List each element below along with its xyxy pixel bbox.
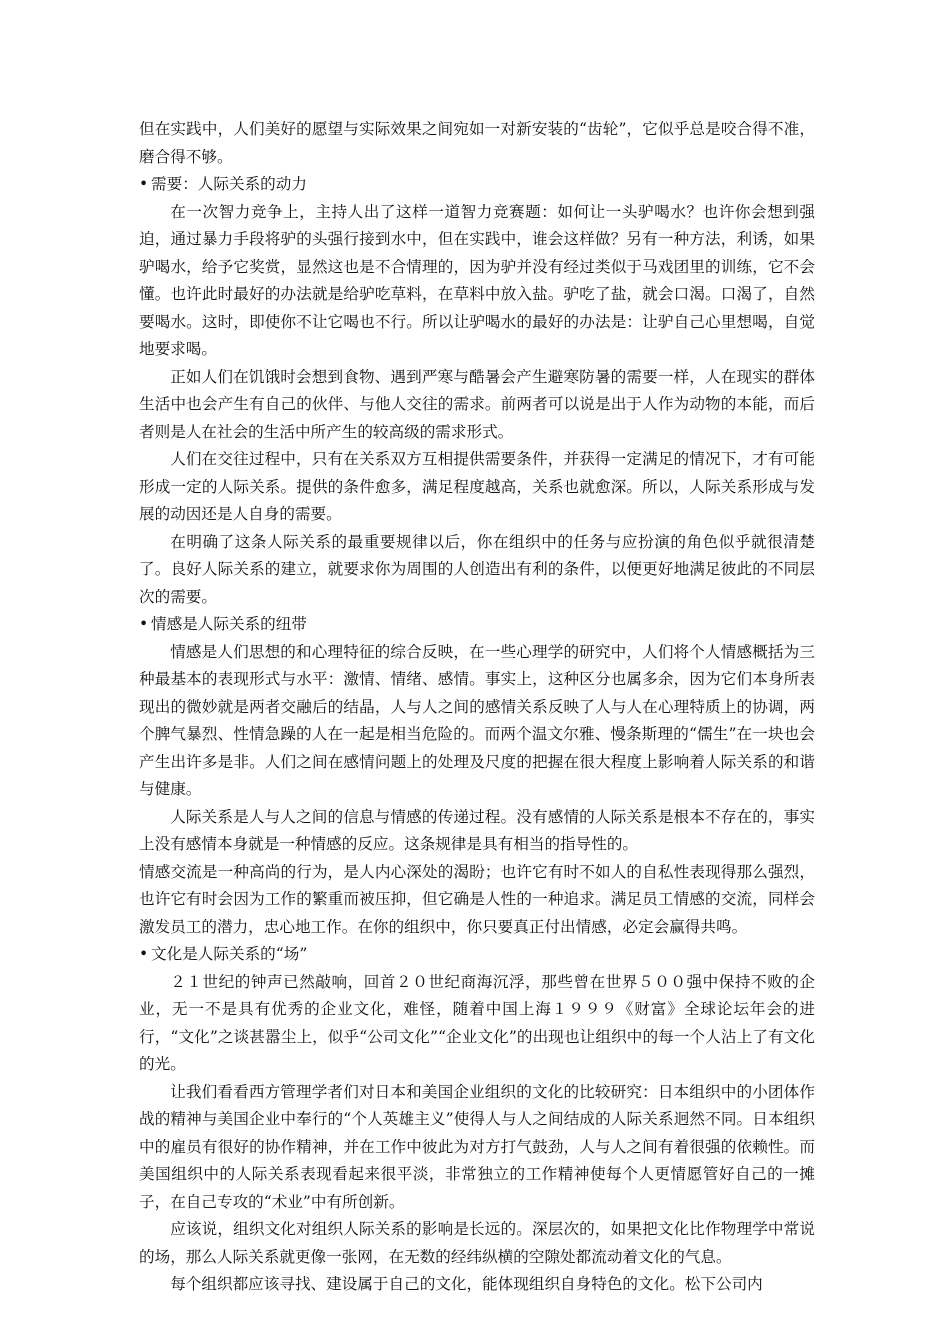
section-heading-needs <box>139 171 815 199</box>
paragraph-donkey: 在一次智力竞争上，主持人出了这样一道智力竞赛题：如何让一头驴喝水？也许你会想到强迫，通过暴力手段将驴的头强行接到水中，但在实践中，谁会这样做？另有一种方法，利诱，如果驴喝水，给予它奖赏，显然这也是不合情理的，因为驴并没有经过类似于马戏团里的训练，它不会懂。也许此时最好的办法就是给驴吃草料，在草料中放入盐。驴吃了盐，就会口渴。口渴了，自然要喝水。这时，即使你不让它喝也不行。所以让驴喝水的最好的办法是：让驴自己心里想喝，自觉地要求喝。 <box>139 202 815 358</box>
section-heading-text: 文化是人际关系的“场” <box>151 945 308 963</box>
paragraph-own-culture: 每个组织都应该寻找、建设属于自己的文化，能体现组织自身特色的文化。松下公司内 <box>170 1275 763 1293</box>
paragraph-exchange: 人们在交往过程中，只有在关系双方互相提供需要条件，并获得一定满足的情况下，才有可能形成一定的人际关系。提供的条件愈多，满足程度越高，关系也就愈深。所以，人际关系形成与发展的动因还是人自身的需要。 <box>139 450 815 523</box>
paragraph-culture-field: 应该说，组织文化对组织人际关系的影响是长远的。深层次的，如果把文化比作物理学中常说的场，那么人际关系就更像一张网，在无数的经纬纵横的空隙处都流动着文化的气息。 <box>139 1220 815 1266</box>
section-heading-text: 需要：人际关系的动力 <box>151 175 307 193</box>
section-heading-text: 情感是人际关系的纽带 <box>151 615 307 633</box>
paragraph-gears: 但在实践中，人们美好的愿望与实际效果之间宛如一对新安装的“齿轮”，它似乎总是咬合得不准，磨合得不够。 <box>139 120 815 166</box>
section-heading-emotion <box>139 611 815 639</box>
document-page <box>139 116 815 1299</box>
paragraph-century: ２１世纪的钟声已然敲响，回首２０世纪商海沉浮，那些曾在世界５００强中保持不败的企业，无一不是具有优秀的企业文化，难怪，随着中国上海１９９９《财富》全球论坛年会的进行，“文化”之谈甚嚣尘上，似乎“公司文化”“企业文化”的出现也让组织中的每一个人沾上了有文化的光。 <box>139 972 815 1073</box>
paragraph-emotion-forms: 情感是人们思想的和心理特征的综合反映，在一些心理学的研究中，人们将个人情感概括为三种最基本的表现形式与水平：激情、情绪、感情。事实上，这种区分也属多余，因为它们本身所表现出的微妙就是两者交融后的结晶，人与人之间的感情关系反映了人与人在心理特质上的协调，两个脾气暴烈、性情急躁的人在一起是相当危险的。而两个温文尔雅、慢条斯理的“儒生”在一块也会产生出许多是非。人们之间在感情问题上的处理及尺度的把握在很大程度上影响着人际关系的和谐与健康。 <box>139 642 815 798</box>
paragraph-emotion-exchange: 情感交流是一种高尚的行为，是人内心深处的渴盼；也许它有时不如人的自私性表现得那么强烈，也许它有时会因为工作的繁重而被压抑，但它确是人性的一种追求。满足员工情感的交流，同样会激发员工的潜力，忠心地工作。在你的组织中，你只要真正付出情感，必定会赢得共鸣。 <box>139 862 815 936</box>
paragraph-japan-usa: 让我们看看西方管理学者们对日本和美国企业组织的文化的比较研究：日本组织中的小团体作战的精神与美国企业中奉行的“个人英雄主义”使得人与人之间结成的人际关系迥然不同。日本组织中的雇员有很好的协作精神，并在工作中彼此为对方打气鼓劲，人与人之间有着很强的依赖性。而美国组织中的人际关系表现看起来很平淡，非常独立的工作精神使每个人更情愿管好自己的一摊子，在自己专攻的“术业”中有所创新。 <box>139 1082 815 1211</box>
paragraph-instinct: 正如人们在饥饿时会想到食物、遇到严寒与酷暑会产生避寒防暑的需要一样，人在现实的群体生活中也会产生有自己的伙伴、与他人交往的需求。前两者可以说是出于人作为动物的本能，而后者则是人在社会的生活中所产生的较高级的需求形式。 <box>139 367 815 441</box>
paragraph-emotion-transfer: 人际关系是人与人之间的信息与情感的传递过程。没有感情的人际关系是根本不存在的，事实上没有感情本身就是一种情感的反应。这条规律是具有相当的指导性的。 <box>139 807 815 853</box>
paragraph-role: 在明确了这条人际关系的最重要规律以后，你在组织中的任务与应扮演的角色似乎就很清楚了。良好人际关系的建立，就要求你为周围的人创造出有利的条件，以便更好地满足彼此的不同层次的需要。 <box>139 532 815 606</box>
bullet-icon: • <box>139 615 149 633</box>
bullet-icon: • <box>139 945 149 963</box>
bullet-icon: • <box>139 175 149 193</box>
section-heading-culture <box>139 941 815 969</box>
